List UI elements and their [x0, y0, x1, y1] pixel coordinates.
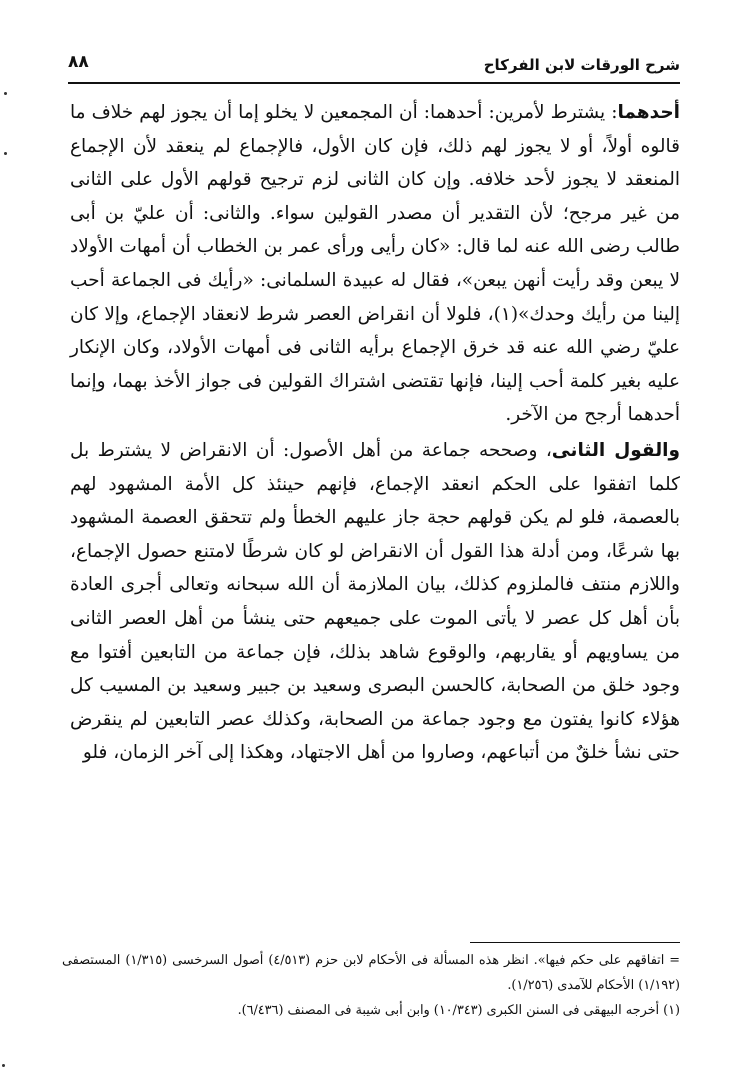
paragraph-text: ، وصححه جماعة من أهل الأصول: أن الانقراض لا يشترط بل كلما اتفقوا على الحكم انعقد الإجماع، فإنهم حينئذ كل الأمة المشهود لهم بالعصمة، فلو لم يكن قولهم حجة جاز عليهم الخطأ ولم تتحقق العصمة المشهود بها شرعًا، ومن أدلة هذا القول أن الانقراض لو كان شرطًا لامتنع حصول الإجماع، واللازم منتف فالملزوم كذلك، بيان الملازمة أن الله سبحانه وتعالى أجرى العادة بأن أهل كل عصر لا يأتى الموت على جميعهم حتى ينشأ من أهل العصر الثانى من يساويهم أو يقاربهم، والوقوع شاهد بذلك، فإن جماعة من التابعين أفتوا مع وجود خلق من الصحابة، كالحسن البصرى وسعيد بن جبير وسعيد بن المسيب كل هؤلاء كانوا يفتون مع وجود جماعة من الصحابة، وكذلك عصر التابعين لم ينقرض حتى نشأ خلقٌ من أتباعهم، وصاروا من أهل الاجتهاد، وهكذا إلى آخر الزمان، فلو — [70, 439, 680, 764]
paragraph — [70, 96, 680, 432]
scan-speck — [2, 1064, 5, 1067]
paragraph — [70, 434, 680, 770]
book-title: شرح الورقات لابن الفركاح — [483, 56, 680, 74]
paragraph-lead: أحدهما — [617, 102, 680, 123]
scan-speck — [4, 92, 7, 95]
paragraph-text: : يشترط لأمرين: أحدهما: أن المجمعين لا يخلو إما أن يجوز لهم خلاف ما قالوه أولاً، أو لا يجوز لهم ذلك، فإن كان الأول، فالإجماع لم ينعقد لأن الإجماع المنعقد لا يجوز لأحد خلافه. وإن كان الثانى لزم ترجيح قولهم الأول على الثانى من غير مرجح؛ لأن التقدير أن مصدر القولين سواء. والثانى: أن عليّ بن أبى طالب رضى الله عنه لما قال: «كان رأيى ورأى عمر بن الخطاب أن أمهات الأولاد لا يبعن وقد رأيت أنهن يبعن»، فقال له عبيدة السلمانى: «رأيك فى الجماعة أحب إلينا من رأيك وحدك»(١)، فلولا أن انقراض العصر شرط لانعقاد الإجماع، وإلا كان عليّ رضي الله عنه قد خرق الإجماع برأيه الثانى فى أمهات الأولاد، وكان الإنكار عليه بغير كلمة أحب إلينا، فإنها تقتضى اشتراك القولين فى جواز الأخذ بهما، وإنما أحدهما أرجح من الآخر. — [70, 102, 680, 426]
footnotes — [62, 948, 680, 1023]
page-number: ٨٨ — [68, 52, 89, 72]
paragraph-lead: والقول الثانى — [551, 439, 680, 461]
scan-speck — [4, 152, 7, 155]
footnote-divider — [470, 942, 680, 943]
footnote: = اتفاقهم على حكم فيها». انظر هذه المسألة فى الأحكام لابن حزم (٤/٥١٣) أصول السرخسى (١/٣١٥) المستصفى (١/١٩٢) الأحكام للآمدى (١/٢٥٦). — [62, 953, 680, 993]
footnote: (١) أخرجه البيهقى فى السنن الكبرى (١٠/٣٤٣) وابن أبى شيبة فى المصنف (٦/٤٣٦). — [237, 1003, 680, 1018]
running-header — [68, 52, 680, 84]
main-text — [70, 96, 680, 770]
